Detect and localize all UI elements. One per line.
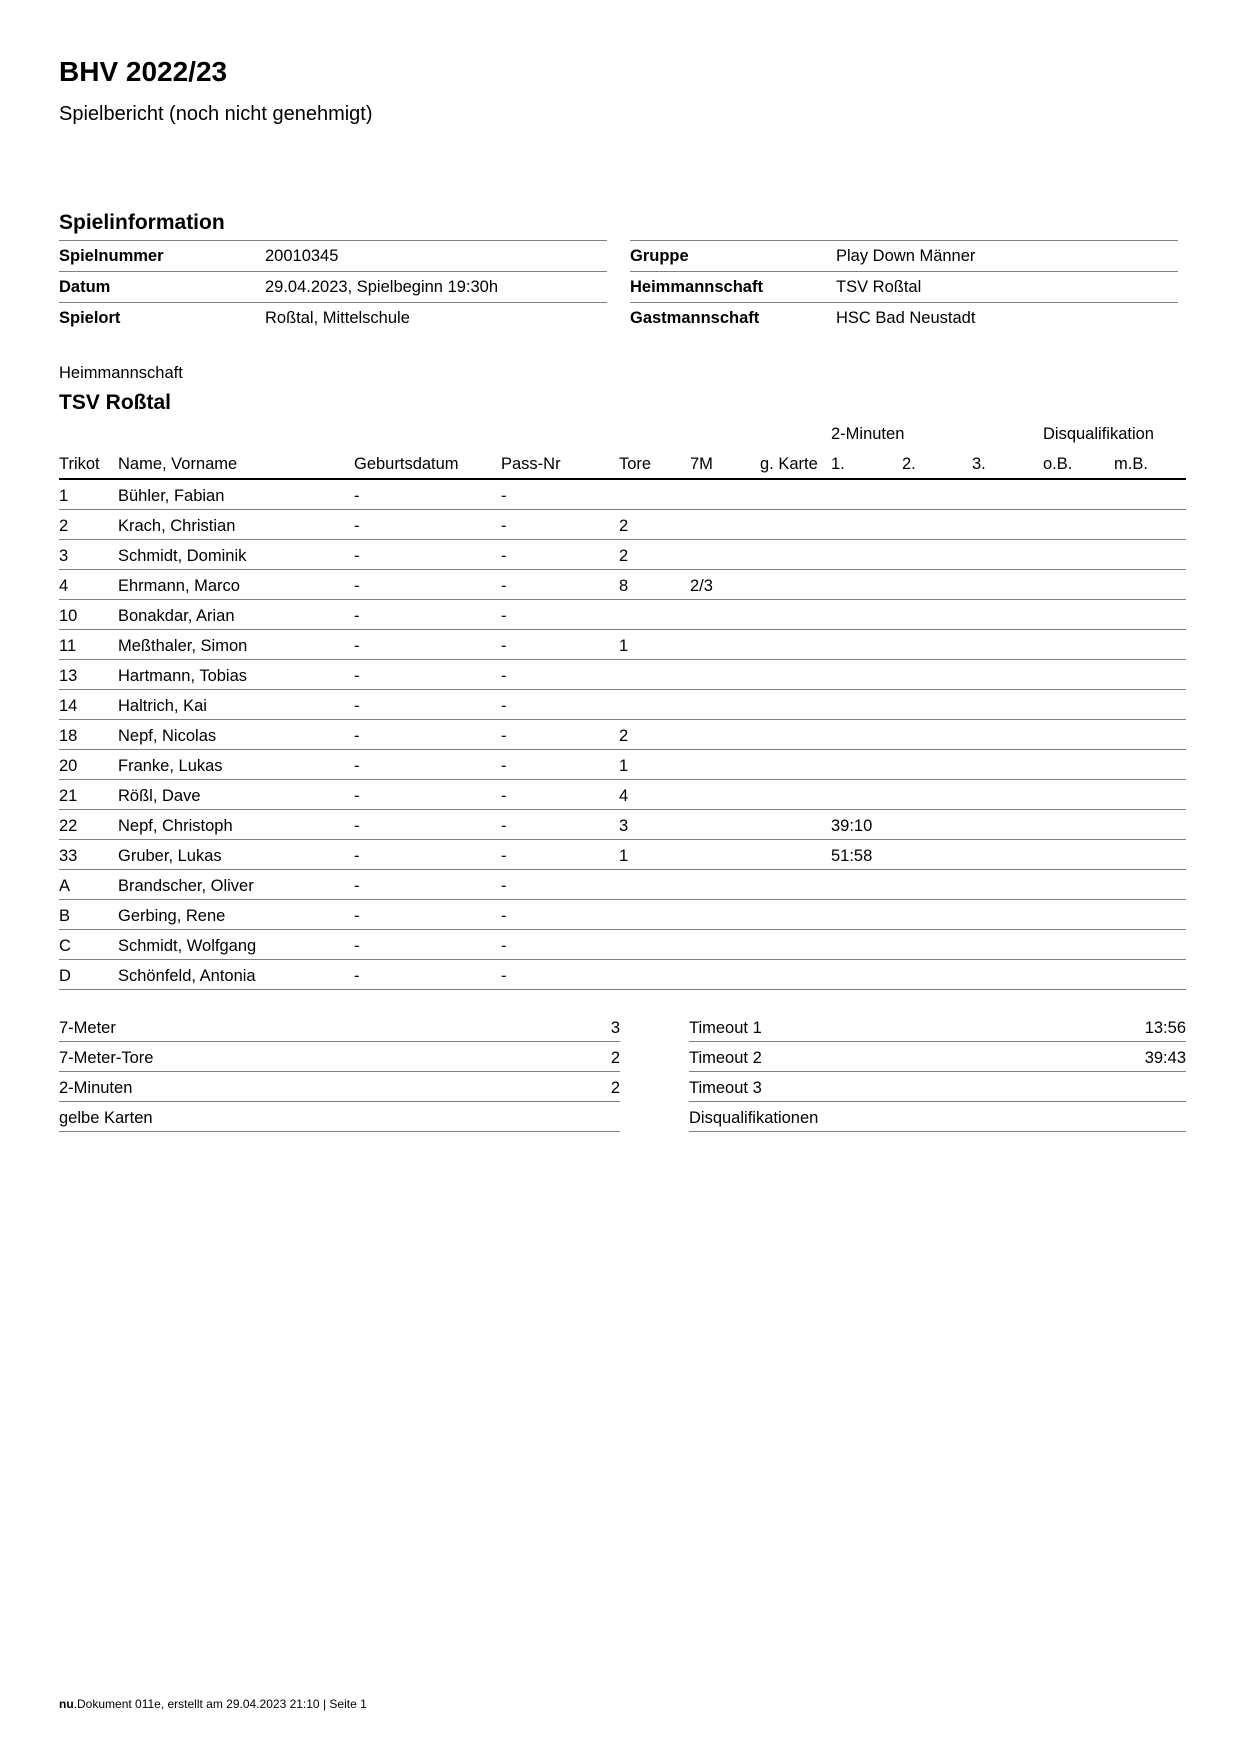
cell-geburtsdatum: -: [354, 847, 360, 865]
summary-row: [59, 1012, 620, 1042]
cell-tore: 1: [619, 757, 629, 775]
col-header-name: Name, Vorname: [118, 455, 238, 473]
summary-value: 2: [610, 1079, 620, 1097]
cell-pass-nr: -: [501, 787, 507, 805]
table-row: [59, 750, 1186, 780]
info-label: Spielnummer: [59, 247, 164, 265]
cell-geburtsdatum: -: [354, 667, 360, 685]
summary-label: gelbe Karten: [59, 1109, 153, 1127]
cell-name: Gruber, Lukas: [118, 847, 222, 865]
cell-geburtsdatum: -: [354, 607, 360, 625]
summary-row: [59, 1072, 620, 1102]
col-header-pass-nr: Pass-Nr: [501, 455, 561, 473]
cell-geburtsdatum: -: [354, 577, 360, 595]
table-row: [59, 720, 1186, 750]
cell-trikot: B: [59, 907, 71, 925]
col-header-mb: m.B.: [1114, 455, 1148, 473]
team-name: TSV Roßtal: [59, 391, 172, 414]
col-header-min-1: 1.: [831, 455, 845, 473]
table-row: [59, 960, 1186, 990]
col-header-g-karte: g. Karte: [760, 455, 818, 473]
info-row: [59, 302, 607, 333]
summary-label: Timeout 1: [689, 1019, 762, 1037]
cell-pass-nr: -: [501, 547, 507, 565]
cell-tore: 1: [619, 637, 629, 655]
cell-geburtsdatum: -: [354, 787, 360, 805]
cell-pass-nr: -: [501, 637, 507, 655]
cell-name: Haltrich, Kai: [118, 697, 207, 715]
cell-name: Gerbing, Rene: [118, 907, 226, 925]
table-row: [59, 630, 1186, 660]
summary-row: [689, 1072, 1186, 1102]
table-row: [59, 600, 1186, 630]
cell-geburtsdatum: -: [354, 637, 360, 655]
cell-min-1: 39:10: [831, 817, 873, 835]
summary-value: 2: [610, 1049, 620, 1067]
cell-name: Hartmann, Tobias: [118, 667, 248, 685]
info-block-right: [630, 240, 1178, 333]
info-value: 29.04.2023, Spielbeginn 19:30h: [265, 278, 499, 296]
summary-label: 7-Meter: [59, 1019, 116, 1037]
cell-trikot: 22: [59, 817, 78, 835]
group-header-disqualifikation: Disqualifikation: [1043, 425, 1154, 443]
col-header-min-2: 2.: [902, 455, 916, 473]
roster-body: [59, 480, 1186, 990]
table-row: [59, 570, 1186, 600]
cell-geburtsdatum: -: [354, 547, 360, 565]
summary-value: 3: [610, 1019, 620, 1037]
summary-row: [59, 1042, 620, 1072]
summary-label: Timeout 3: [689, 1079, 762, 1097]
cell-name: Ehrmann, Marco: [118, 577, 240, 595]
cell-name: Bonakdar, Arian: [118, 607, 235, 625]
info-label: Gruppe: [630, 247, 689, 265]
col-header-min-3: 3.: [972, 455, 986, 473]
summary-left: [59, 1012, 620, 1132]
cell-geburtsdatum: -: [354, 967, 360, 985]
info-label: Gastmannschaft: [630, 309, 760, 327]
cell-min-1: 51:58: [831, 847, 873, 865]
page-subtitle: Spielbericht (noch nicht genehmigt): [59, 103, 373, 125]
info-value: Roßtal, Mittelschule: [265, 309, 410, 327]
cell-pass-nr: -: [501, 727, 507, 745]
table-row: [59, 930, 1186, 960]
summary-label: 7-Meter-Tore: [59, 1049, 154, 1067]
page-title: BHV 2022/23: [59, 56, 228, 87]
cell-trikot: 33: [59, 847, 78, 865]
cell-trikot: 10: [59, 607, 78, 625]
summary-row: [689, 1012, 1186, 1042]
cell-pass-nr: -: [501, 967, 507, 985]
cell-trikot: 21: [59, 787, 78, 805]
cell-name: Schmidt, Dominik: [118, 547, 247, 565]
summary-value: 13:56: [1144, 1019, 1186, 1037]
footer-brand: nu: [59, 1697, 74, 1711]
cell-trikot: C: [59, 937, 71, 955]
cell-geburtsdatum: -: [354, 907, 360, 925]
group-header-2-minuten: 2-Minuten: [831, 425, 905, 443]
summary-row: [59, 1102, 620, 1132]
cell-name: Bühler, Fabian: [118, 487, 225, 505]
cell-geburtsdatum: -: [354, 817, 360, 835]
cell-pass-nr: -: [501, 817, 507, 835]
cell-trikot: 14: [59, 697, 78, 715]
cell-pass-nr: -: [501, 757, 507, 775]
cell-name: Franke, Lukas: [118, 757, 223, 775]
cell-trikot: D: [59, 967, 71, 985]
cell-name: Meßthaler, Simon: [118, 637, 248, 655]
summary-value: 39:43: [1144, 1049, 1186, 1067]
cell-trikot: 3: [59, 547, 69, 565]
col-header-ob: o.B.: [1043, 455, 1073, 473]
col-header-geburtsdatum: Geburtsdatum: [354, 455, 459, 473]
cell-tore: 2: [619, 547, 629, 565]
cell-geburtsdatum: -: [354, 757, 360, 775]
info-block-left: [59, 240, 607, 333]
cell-tore: 8: [619, 577, 629, 595]
info-value: HSC Bad Neustadt: [836, 309, 976, 327]
summary-row: [689, 1042, 1186, 1072]
cell-geburtsdatum: -: [354, 697, 360, 715]
cell-pass-nr: -: [501, 607, 507, 625]
page-footer: [59, 1697, 367, 1711]
cell-tore: 3: [619, 817, 629, 835]
table-row: [59, 840, 1186, 870]
cell-name: Krach, Christian: [118, 517, 236, 535]
col-header-tore: Tore: [619, 455, 652, 473]
cell-geburtsdatum: -: [354, 487, 360, 505]
table-row: [59, 480, 1186, 510]
summary-label: Disqualifikationen: [689, 1109, 819, 1127]
cell-trikot: A: [59, 877, 71, 895]
cell-pass-nr: -: [501, 517, 507, 535]
table-row: [59, 810, 1186, 840]
cell-pass-nr: -: [501, 667, 507, 685]
cell-geburtsdatum: -: [354, 877, 360, 895]
cell-name: Rößl, Dave: [118, 787, 201, 805]
info-label: Heimmannschaft: [630, 278, 763, 296]
info-row: [630, 302, 1178, 333]
cell-name: Nepf, Nicolas: [118, 727, 217, 745]
table-header-row: [59, 448, 1186, 480]
column-group-header: [59, 418, 1186, 448]
info-value: 20010345: [265, 247, 339, 265]
table-row: [59, 780, 1186, 810]
summary-label: Timeout 2: [689, 1049, 762, 1067]
cell-pass-nr: -: [501, 937, 507, 955]
cell-pass-nr: -: [501, 877, 507, 895]
info-value: Play Down Männer: [836, 247, 976, 265]
col-header-trikot: Trikot: [59, 455, 100, 473]
summary-row: [689, 1102, 1186, 1132]
cell-tore: 2: [619, 517, 629, 535]
cell-trikot: 11: [59, 637, 77, 655]
table-row: [59, 660, 1186, 690]
cell-pass-nr: -: [501, 487, 507, 505]
cell-pass-nr: -: [501, 907, 507, 925]
cell-7m: 2/3: [690, 577, 713, 595]
table-row: [59, 900, 1186, 930]
col-header-7m: 7M: [690, 455, 713, 473]
summary-right: [689, 1012, 1186, 1132]
cell-geburtsdatum: -: [354, 727, 360, 745]
cell-pass-nr: -: [501, 577, 507, 595]
table-row: [59, 540, 1186, 570]
info-row: [59, 240, 607, 271]
cell-geburtsdatum: -: [354, 517, 360, 535]
table-row: [59, 510, 1186, 540]
cell-trikot: 1: [59, 487, 69, 505]
summary-label: 2-Minuten: [59, 1079, 133, 1097]
info-label: Spielort: [59, 309, 121, 327]
cell-pass-nr: -: [501, 847, 507, 865]
cell-trikot: 20: [59, 757, 78, 775]
cell-trikot: 13: [59, 667, 78, 685]
info-value: TSV Roßtal: [836, 278, 922, 296]
info-label: Datum: [59, 278, 111, 296]
cell-trikot: 4: [59, 577, 69, 595]
cell-tore: 1: [619, 847, 629, 865]
cell-name: Nepf, Christoph: [118, 817, 233, 835]
cell-name: Schmidt, Wolfgang: [118, 937, 257, 955]
cell-name: Brandscher, Oliver: [118, 877, 254, 895]
info-row: [59, 271, 607, 302]
section-heading-spielinformation: Spielinformation: [59, 211, 225, 234]
table-row: [59, 690, 1186, 720]
cell-geburtsdatum: -: [354, 937, 360, 955]
table-row: [59, 870, 1186, 900]
footer-text: .Dokument 011e, erstellt am 29.04.2023 21:10 | Seite 1: [73, 1697, 367, 1711]
cell-name: Schönfeld, Antonia: [118, 967, 256, 985]
info-row: [630, 240, 1178, 271]
cell-tore: 4: [619, 787, 629, 805]
team-type-label: Heimmannschaft: [59, 364, 183, 382]
info-row: [630, 271, 1178, 302]
cell-trikot: 2: [59, 517, 69, 535]
cell-trikot: 18: [59, 727, 78, 745]
cell-tore: 2: [619, 727, 629, 745]
roster-table: [59, 418, 1186, 990]
cell-pass-nr: -: [501, 697, 507, 715]
